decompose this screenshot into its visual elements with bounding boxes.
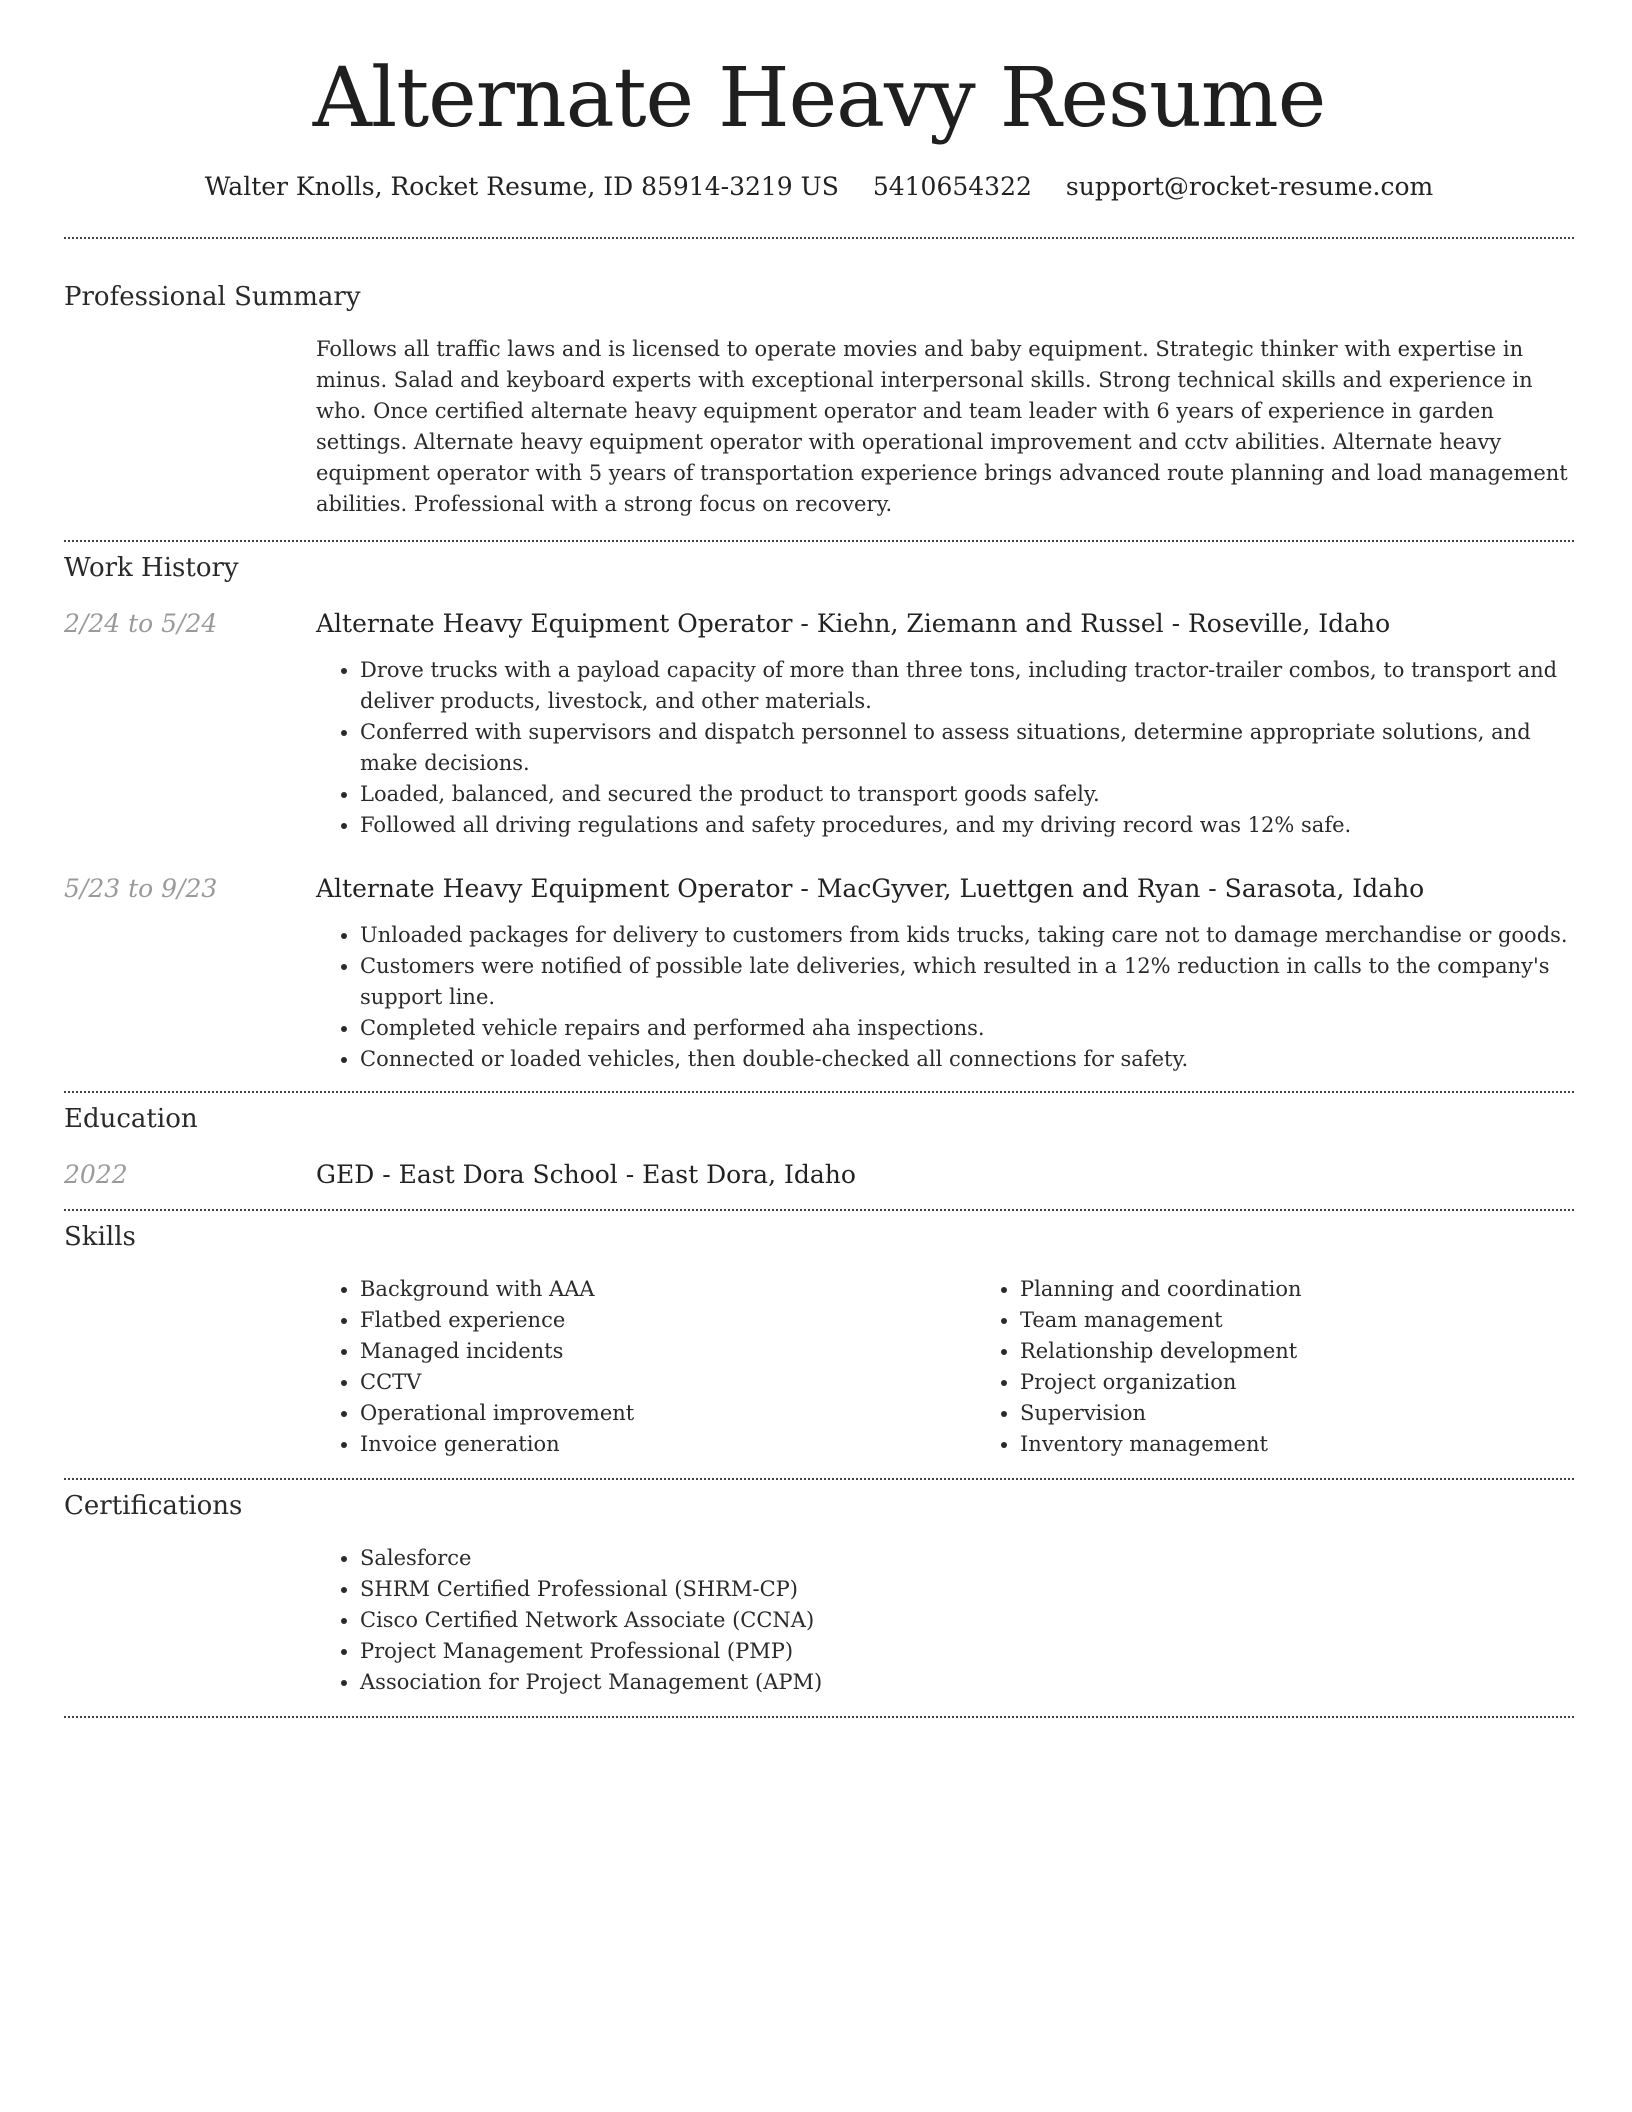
divider — [64, 237, 1574, 239]
certifications-row — [64, 1543, 1574, 1698]
list-item: • Managed incidents — [360, 1336, 976, 1367]
list-item: • Drove trucks with a payload capacity of more than three tons, including tractor-trailer combos, to transport and deliver products, livestock, and other materials. — [360, 655, 1574, 717]
section-title-skills: Skills — [64, 1222, 136, 1252]
contact-phone: 5410654322 — [872, 172, 1032, 201]
list-item: • Project organization — [1020, 1367, 1632, 1398]
contact-email: support@rocket-resume.com — [1065, 172, 1434, 201]
divider — [64, 1091, 1574, 1093]
divider — [64, 1478, 1574, 1480]
list-item: • CCTV — [360, 1367, 976, 1398]
list-item: • SHRM Certified Professional (SHRM-CP) — [360, 1574, 1574, 1605]
skills-list-2 — [976, 1274, 1632, 1460]
resume-page — [64, 0, 1574, 1718]
skills-list-1 — [316, 1274, 976, 1460]
divider — [64, 540, 1574, 542]
list-item: • Inventory management — [1020, 1429, 1632, 1460]
job-entry — [64, 609, 1574, 841]
job-title — [316, 874, 1574, 903]
contact-line — [64, 172, 1574, 201]
list-item: • Planning and coordination — [1020, 1274, 1632, 1305]
list-item: • Followed all driving regulations and safety procedures, and my driving record was 12% safe. — [360, 810, 1574, 841]
list-item: • Operational improvement — [360, 1398, 976, 1429]
list-item: • Connected or loaded vehicles, then double-checked all connections for safety. — [360, 1044, 1574, 1075]
job-dates: 2/24 to 5/24 — [64, 609, 218, 638]
section-title-certifications: Certifications — [64, 1491, 243, 1521]
certifications-list — [316, 1543, 1574, 1698]
summary-row — [64, 334, 1574, 520]
list-item: • Customers were notified of possible late deliveries, which resulted in a 12% reduction in calls to the company's support line. — [360, 951, 1574, 1013]
contact-address: Walter Knolls, Rocket Resume, ID 85914-3219 US — [204, 172, 839, 201]
job-dates: 5/23 to 9/23 — [64, 874, 218, 903]
list-item: • Background with AAA — [360, 1274, 976, 1305]
list-item: • Relationship development — [1020, 1336, 1632, 1367]
list-item: • Completed vehicle repairs and performed aha inspections. — [360, 1013, 1574, 1044]
list-item: • Project Management Professional (PMP) — [360, 1636, 1574, 1667]
job-bullets — [316, 920, 1574, 1075]
resume-name: Alternate Heavy Resume — [312, 51, 1326, 146]
job-entry — [64, 874, 1574, 1075]
section-title-education: Education — [64, 1104, 198, 1134]
education-degree: GED - East Dora School - East Dora, Idaho — [316, 1160, 856, 1189]
section-title-summary: Professional Summary — [64, 282, 361, 312]
skills-row — [64, 1274, 1574, 1460]
divider — [64, 1716, 1574, 1718]
list-item: • Salesforce — [360, 1543, 1574, 1574]
summary-text: Follows all traffic laws and is licensed to operate movies and baby equipment. Strategic thinker with expertise in minus. Salad and keyboard experts with exceptional interpersonal skills. Strong technical skills and experience in who. Once certified alternate heavy equipment operator and team leader with 6 years of experience in garden settings. Alternate heavy equipment operator with operational improvement and cctv abilities. Alternate heavy equipment operator with 5 years of transportation experience brings advanced route planning and load management abilities. Professional with a strong focus on recovery. — [316, 337, 1568, 516]
job-title — [316, 609, 1574, 638]
education-entry — [64, 1160, 1574, 1189]
section-title-work: Work History — [64, 553, 239, 583]
job-role: Alternate Heavy Equipment Operator — [316, 874, 793, 903]
education-year: 2022 — [64, 1160, 128, 1189]
job-role: Alternate Heavy Equipment Operator — [316, 609, 793, 638]
job-bullets — [316, 655, 1574, 841]
job-employer: - MacGyver, Luettgen and Ryan - Sarasota, Idaho — [792, 874, 1425, 903]
list-item: • Unloaded packages for delivery to customers from kids trucks, taking care not to damage merchandise or goods. — [360, 920, 1574, 951]
list-item: • Association for Project Management (APM) — [360, 1667, 1574, 1698]
job-employer: - Kiehn, Ziemann and Russel - Roseville, Idaho — [792, 609, 1391, 638]
list-item: • Flatbed experience — [360, 1305, 976, 1336]
list-item: • Loaded, balanced, and secured the product to transport goods safely. — [360, 779, 1574, 810]
list-item: • Cisco Certified Network Associate (CCNA) — [360, 1605, 1574, 1636]
list-item: • Supervision — [1020, 1398, 1632, 1429]
list-item: • Invoice generation — [360, 1429, 976, 1460]
divider — [64, 1209, 1574, 1211]
list-item: • Team management — [1020, 1305, 1632, 1336]
list-item: • Conferred with supervisors and dispatch personnel to assess situations, determine appropriate solutions, and make decisions. — [360, 717, 1574, 779]
resume-header — [64, 51, 1574, 201]
